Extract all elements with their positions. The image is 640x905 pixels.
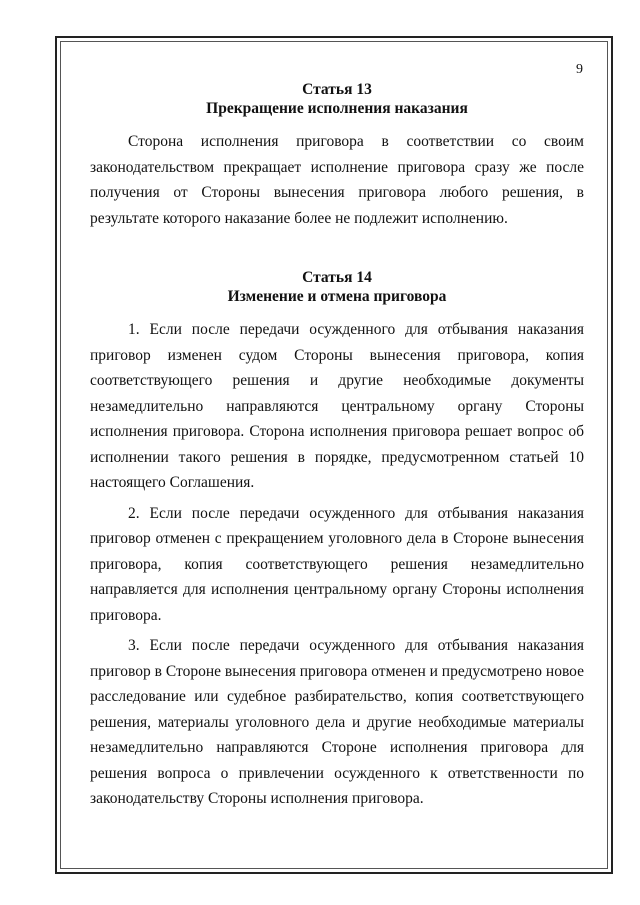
article-13 bbox=[90, 80, 584, 231]
page-number: 9 bbox=[576, 62, 583, 77]
article-13-paragraph-1: Сторона исполнения приговора в соответствии со своим законодательством прекращает исполнение приговора сразу же после получения от Стороны вынесения приговора любого решения, в результате которого наказание более не подлежит исполнению. bbox=[90, 133, 584, 227]
article-14-title: Изменение и отмена приговора bbox=[227, 288, 447, 305]
article-14-paragraph-3: 3. Если после передачи осужденного для отбывания наказания приговор в Стороне вынесения приговора отменен и предусмотрено новое расследование или судебное разбирательство, копия соответствующего решения, материалы уголовного дела и другие необходимые материалы незамедлительно направляются Стороне исполнения приговора для решения вопроса о привлечении осужденного к ответственности по законодательству Стороны исполнения приговора. bbox=[90, 637, 584, 807]
article-14-header bbox=[90, 268, 584, 306]
article-14-paragraph-2: 2. Если после передачи осужденного для отбывания наказания приговор отменен с прекращением уголовного дела в Стороне вынесения приговора, копия соответствующего решения незамедлительно направляется для исполнения центральному органу Стороны исполнения приговора. bbox=[90, 504, 584, 624]
article-13-header bbox=[90, 80, 584, 118]
article-14 bbox=[90, 268, 584, 812]
article-14-paragraph-1: 1. Если после передачи осужденного для отбывания наказания приговор изменен судом Стороны вынесения приговора, копия соответствующего решения и другие необходимые документы незамедлительно направляются центральному органу Стороны исполнения приговора. Сторона исполнения приговора решает вопрос об исполнении такого решения в порядке, предусмотренном статьей 10 настоящего Соглашения. bbox=[90, 321, 584, 491]
article-13-number: Статья 13 bbox=[302, 81, 372, 98]
article-14-number: Статья 14 bbox=[302, 269, 372, 286]
document-body bbox=[90, 80, 584, 812]
article-13-title: Прекращение исполнения наказания bbox=[206, 100, 468, 117]
